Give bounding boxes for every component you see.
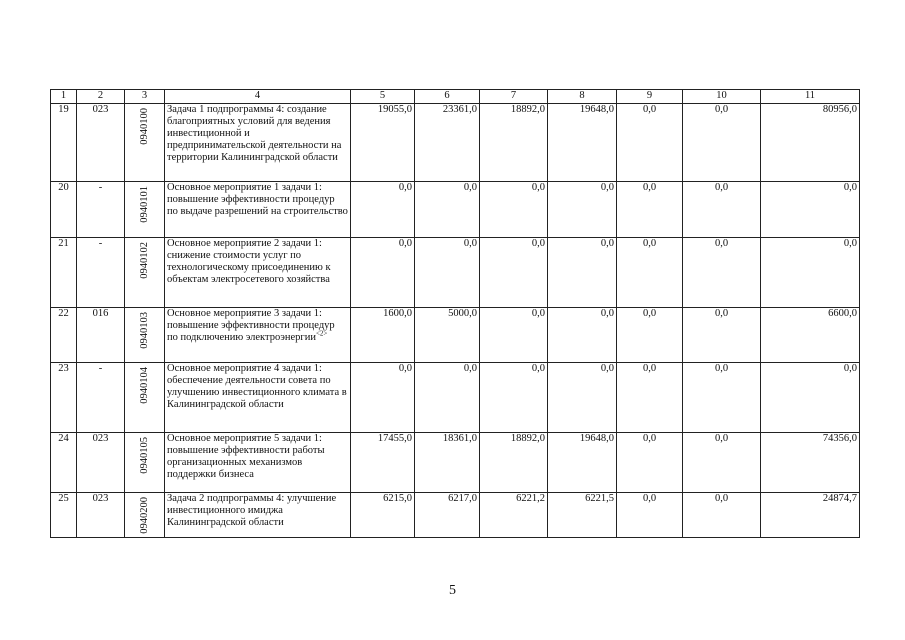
col-header: 1 [51,90,77,104]
value-col6: 0,0 [415,238,480,308]
footnote-mark: <2> [315,329,328,338]
value-col7: 0,0 [480,182,548,238]
grbs-code: - [77,363,125,433]
row-number: 21 [51,238,77,308]
value-col7: 0,0 [480,308,548,363]
row-number: 24 [51,433,77,493]
program-code-cell [125,182,165,238]
col-header: 5 [351,90,415,104]
value-col9: 0,0 [617,493,683,538]
value-col6: 5000,0 [415,308,480,363]
item-name-text: Основное мероприятие 1 задачи 1: повышение эффективности процедур по выдаче разрешений на строительство [167,182,348,217]
value-col11: 0,0 [761,238,860,308]
value-col9: 0,0 [617,308,683,363]
value-col8: 0,0 [548,182,617,238]
page-number: 5 [449,583,456,598]
value-col9: 0,0 [617,182,683,238]
value-col6: 18361,0 [415,433,480,493]
grbs-code: 023 [77,493,125,538]
col-header: 6 [415,90,480,104]
item-name-text: Основное мероприятие 2 задачи 1: снижение стоимости услуг по технологическому присоединению к объектам электросетевого хозяйства [167,238,331,285]
program-code-cell [125,308,165,363]
row-number: 19 [51,104,77,182]
value-col10: 0,0 [683,308,761,363]
grbs-code: - [77,238,125,308]
value-col8: 19648,0 [548,433,617,493]
col-header: 9 [617,90,683,104]
item-name [165,493,351,538]
grbs-code: 016 [77,308,125,363]
value-col5: 0,0 [351,238,415,308]
col-header: 7 [480,90,548,104]
value-col10: 0,0 [683,493,761,538]
program-code: 0940102 [138,242,150,279]
value-col11: 80956,0 [761,104,860,182]
col-header: 10 [683,90,761,104]
budget-table [50,89,860,538]
value-col6: 0,0 [415,363,480,433]
grbs-code: 023 [77,104,125,182]
value-col5: 6215,0 [351,493,415,538]
table-row [51,104,860,182]
table-row [51,308,860,363]
value-col9: 0,0 [617,363,683,433]
grbs-code: - [77,182,125,238]
value-col10: 0,0 [683,104,761,182]
item-name-text: Основное мероприятие 4 задачи 1: обеспечение деятельности совета по улучшению инвестиционного климата в Калининградской области [167,363,347,410]
item-name [165,308,351,363]
value-col11: 74356,0 [761,433,860,493]
item-name [165,182,351,238]
item-name [165,433,351,493]
item-name-text: Основное мероприятие 3 задачи 1: повышение эффективности процедур по подключению электроэнергии [167,308,335,343]
col-header: 11 [761,90,860,104]
item-name [165,363,351,433]
table-row [51,238,860,308]
value-col5: 1600,0 [351,308,415,363]
value-col11: 24874,7 [761,493,860,538]
value-col7: 18892,0 [480,104,548,182]
program-code: 0940200 [138,497,150,534]
value-col7: 0,0 [480,238,548,308]
program-code-cell [125,104,165,182]
value-col10: 0,0 [683,182,761,238]
item-name-text: Основное мероприятие 5 задачи 1: повышение эффективности работы организационных механизмов поддержки бизнеса [167,433,325,480]
value-col10: 0,0 [683,363,761,433]
value-col5: 0,0 [351,182,415,238]
value-col10: 0,0 [683,433,761,493]
value-col7: 0,0 [480,363,548,433]
program-code-cell [125,363,165,433]
program-code: 0940101 [138,186,150,223]
item-name [165,104,351,182]
program-code-cell [125,433,165,493]
value-col10: 0,0 [683,238,761,308]
table-row [51,363,860,433]
value-col8: 0,0 [548,363,617,433]
table-row [51,493,860,538]
value-col6: 6217,0 [415,493,480,538]
value-col7: 18892,0 [480,433,548,493]
program-code: 0940105 [138,437,150,474]
program-code: 0940103 [138,312,150,349]
value-col9: 0,0 [617,104,683,182]
value-col11: 6600,0 [761,308,860,363]
value-col5: 0,0 [351,363,415,433]
row-number: 20 [51,182,77,238]
value-col9: 0,0 [617,238,683,308]
table-row [51,433,860,493]
value-col9: 0,0 [617,433,683,493]
value-col6: 0,0 [415,182,480,238]
program-code-cell [125,493,165,538]
program-code: 0940104 [138,367,150,404]
col-header: 4 [165,90,351,104]
program-code-cell [125,238,165,308]
value-col8: 0,0 [548,238,617,308]
value-col7: 6221,2 [480,493,548,538]
program-code: 0940100 [138,108,150,145]
col-header: 2 [77,90,125,104]
col-header: 8 [548,90,617,104]
value-col11: 0,0 [761,363,860,433]
item-name-text: Задача 1 подпрограммы 4: создание благоприятных условий для ведения инвестиционной и предпринимательской деятельности на территории Калининградской области [167,104,342,163]
row-number: 25 [51,493,77,538]
row-number: 23 [51,363,77,433]
value-col8: 6221,5 [548,493,617,538]
item-name [165,238,351,308]
row-number: 22 [51,308,77,363]
item-name-text: Задача 2 подпрограммы 4: улучшение инвестиционного имиджа Калининградской области [167,493,337,528]
grbs-code: 023 [77,433,125,493]
col-header: 3 [125,90,165,104]
value-col8: 19648,0 [548,104,617,182]
value-col8: 0,0 [548,308,617,363]
value-col11: 0,0 [761,182,860,238]
header-row [51,90,860,104]
value-col6: 23361,0 [415,104,480,182]
value-col5: 17455,0 [351,433,415,493]
table-row [51,182,860,238]
value-col5: 19055,0 [351,104,415,182]
